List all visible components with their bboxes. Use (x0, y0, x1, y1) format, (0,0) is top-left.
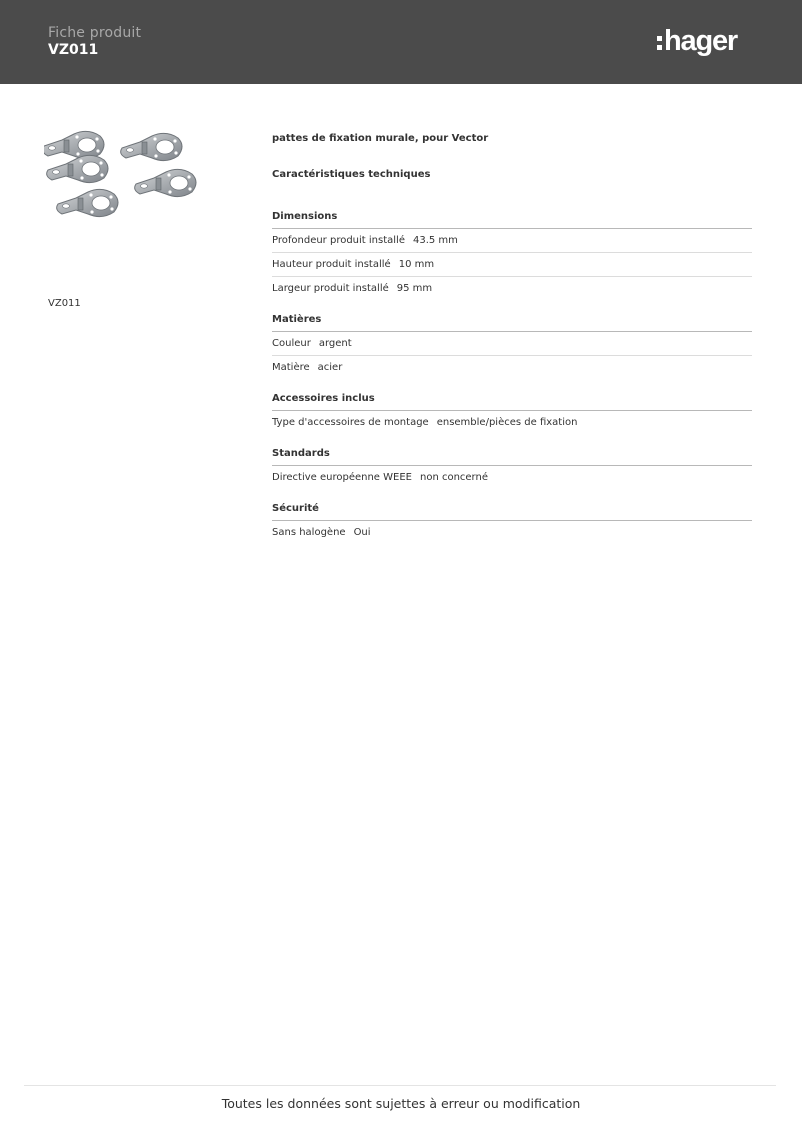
spec-row (272, 229, 752, 253)
spec-label: Sans halogène (272, 527, 346, 538)
spec-value: 95 mm (396, 283, 433, 294)
document-type-label: Fiche produit (48, 25, 142, 41)
spec-row (272, 332, 752, 356)
spec-section-safety (272, 503, 752, 544)
logo-wordmark: hager (664, 24, 737, 57)
section-title: Dimensions (272, 211, 752, 229)
product-image (44, 124, 224, 224)
hager-logo (657, 24, 737, 58)
spec-section-standards (272, 448, 752, 489)
spec-section-materials (272, 314, 752, 379)
spec-value: 43.5 mm (412, 235, 458, 246)
spec-row (272, 253, 752, 277)
logo-dots-icon (657, 36, 662, 50)
spec-value: ensemble/pièces de fixation (436, 417, 578, 428)
spec-label: Profondeur produit installé (272, 235, 405, 246)
spec-value: acier (317, 362, 343, 373)
footer-disclaimer: Toutes les données sont sujettes à erreur ou modification (221, 1096, 581, 1111)
footer-divider (24, 1085, 776, 1086)
page-header (0, 0, 802, 84)
spec-label: Directive européenne WEEE (272, 472, 412, 483)
spec-row (272, 466, 752, 489)
spec-label: Couleur (272, 338, 311, 349)
spec-label: Matière (272, 362, 310, 373)
wall-bracket-set-icon (44, 124, 224, 224)
spec-row (272, 411, 752, 434)
spec-section-accessories (272, 393, 752, 434)
spec-row (272, 356, 752, 379)
spec-value: non concerné (419, 472, 488, 483)
product-code-title: VZ011 (48, 42, 99, 58)
spec-label: Type d'accessoires de montage (272, 417, 429, 428)
spec-value: Oui (353, 527, 371, 538)
spec-section-dimensions (272, 211, 752, 300)
product-details (272, 133, 752, 558)
section-title: Sécurité (272, 503, 752, 521)
spec-row (272, 521, 752, 544)
section-title: Matières (272, 314, 752, 332)
spec-row (272, 277, 752, 300)
spec-value: argent (318, 338, 352, 349)
specs-heading: Caractéristiques techniques (272, 169, 431, 180)
spec-label: Largeur produit installé (272, 283, 389, 294)
spec-label: Hauteur produit installé (272, 259, 391, 270)
section-title: Standards (272, 448, 752, 466)
spec-value: 10 mm (398, 259, 435, 270)
product-reference-label: VZ011 (48, 298, 81, 309)
product-title: pattes de fixation murale, pour Vector (272, 133, 489, 144)
section-title: Accessoires inclus (272, 393, 752, 411)
